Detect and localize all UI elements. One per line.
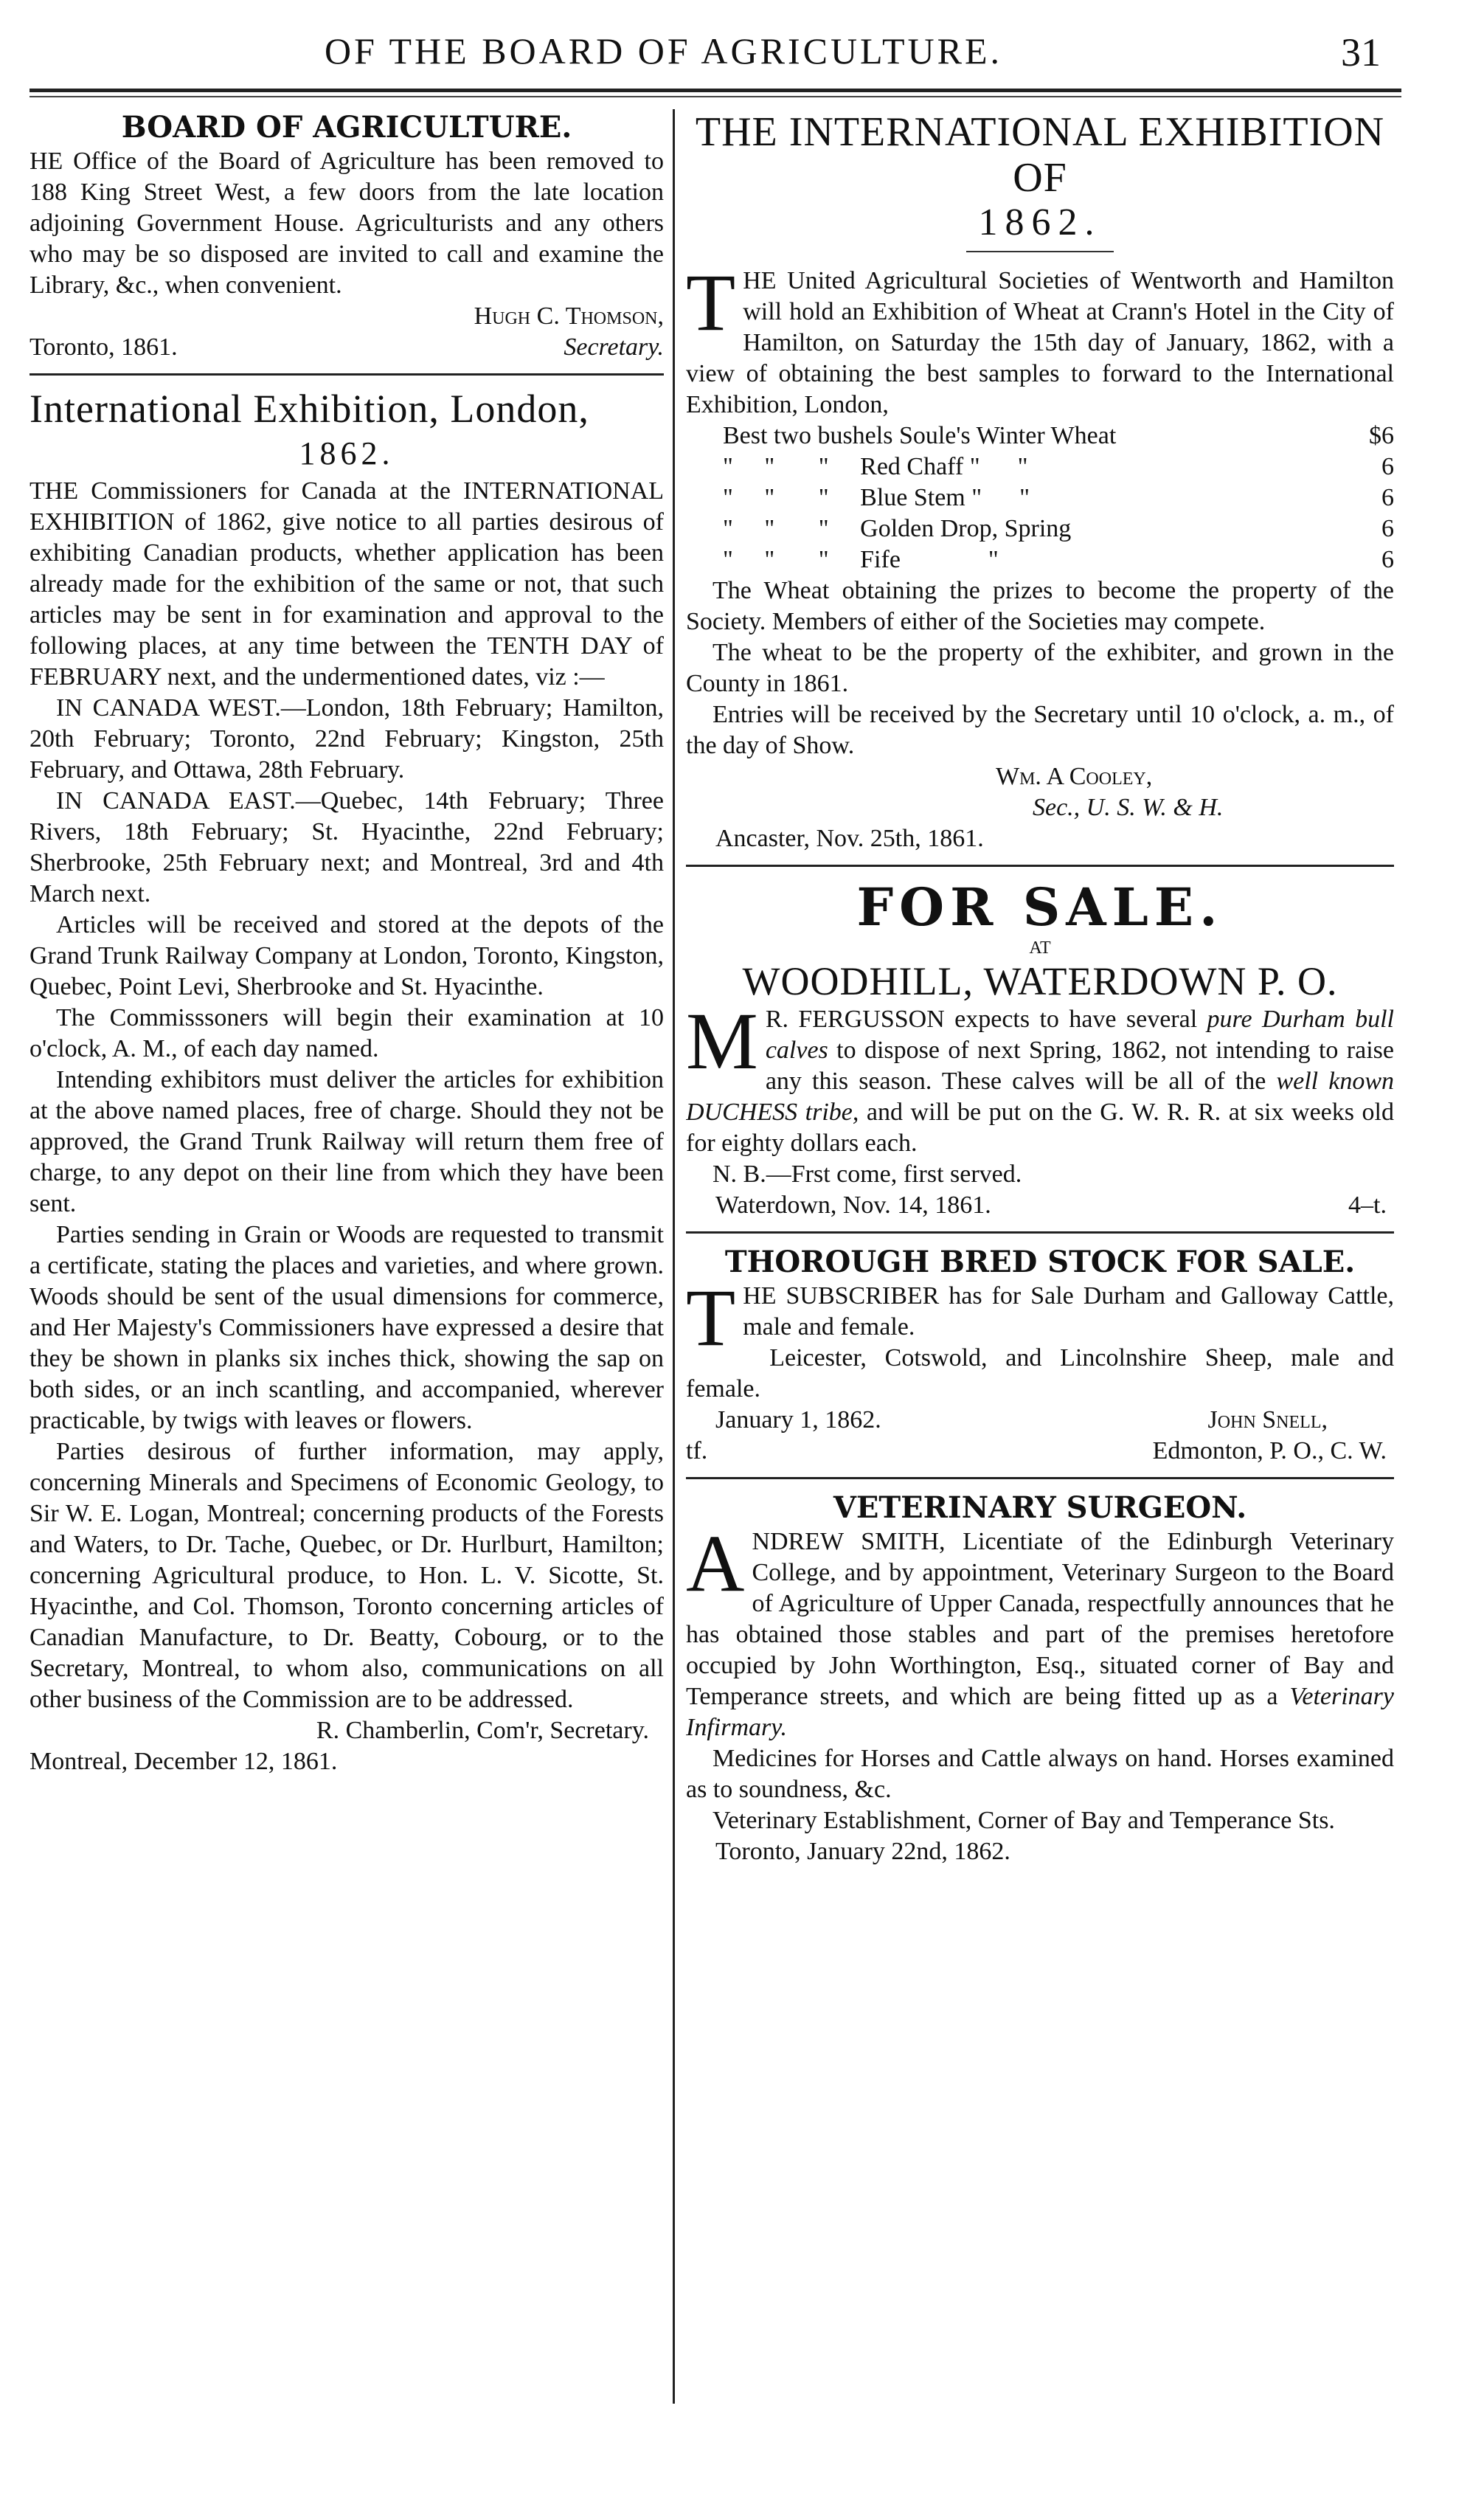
stock-dropcap: T [686,1273,736,1363]
wheat-prize-row: " " " Fife " 6 [723,546,1394,573]
london-exhibition-title: International Exhibition, London, [30,387,589,431]
exhibition-paragraph-depots: Articles will be received and stored at the depots of the Grand Trunk Railway Company at London, Toronto, Kingston, Quebec, Point Levi, Sherbrooke and St. Hyacinthe. [30,911,664,1000]
header-rule [30,89,1401,92]
board-notice-role: Secretary. [564,333,664,361]
short-rule [966,251,1114,252]
section-divider [686,865,1394,867]
board-notice-place-date: Toronto, 1861. [30,333,178,361]
veterinary-text-a: NDREW SMITH, Licentiate of the Edinburgh Veterinary College, and by appointment, Veterinary Surgeon to the Board of Agriculture of Upper Canada, respectfully announces that he has obtained those stables and part of the premises heretofore occupied by John Worthington, Esq., situated corner of Bay and Temperance streets, and which are being fitted up as a [686,1528,1394,1710]
wheat-prize-row: " " " Red Chaff " " 6 [723,453,1394,480]
for-sale-dateline [686,1190,1394,1221]
stock-dateline [686,1405,1394,1436]
for-sale-text-durham: pure Durham bull calves [765,1006,1394,1064]
veterinary-medicines: Medicines for Horses and Cattle always on hand. Horses examined as to soundness, &c. [686,1745,1394,1803]
london-exhibition-year: 1862. [299,435,395,471]
exhibition-paragraph-examination: The Commisssoners will begin their examination at 10 o'clock, A. M., of each day named. [30,1004,664,1062]
wheat-exhibition-intro: HE United Agricultural Societies of Wentworth and Hamilton will hold an Exhibition of Wheat at Crann's Hotel in the City of Hamilton, on Saturday the 15th day of January, 1862, with a view of obtaining the best samples to forward to the International Exhibition, London, [686,267,1394,418]
for-sale-title: FOR SALE. [856,876,1224,938]
left-column [30,109,671,2477]
stock-intro: HE SUBSCRIBER has for Sale Durham and Galloway Cattle, male and female. [743,1282,1394,1341]
veterinary-title: VETERINARY SURGEON. [833,1490,1247,1525]
wheat-exhibition-dropcap: T [686,257,736,347]
for-sale-code: 4–t. [1348,1192,1387,1219]
for-sale-dropcap: M [686,996,758,1086]
wheat-exhibition-notice [686,109,1394,854]
board-notice-title: BOARD OF AGRICULTURE. [121,110,572,145]
veterinary-dropcap: A [686,1518,745,1608]
veterinary-date: Toronto, January 22nd, 1862. [715,1838,1010,1865]
for-sale-text-e: and will be put on the G. W. R. R. at six weeks old for eighty dollars each. [686,1099,1394,1157]
wheat-exhibition-title: THE INTERNATIONAL EXHIBITION OF [695,109,1385,201]
for-sale-place: WOODHILL, WATERDOWN P. O. [742,959,1338,1003]
page-number: 31 [1341,30,1381,75]
wheat-prize-row: " " " Blue Stem " " 6 [723,484,1394,511]
board-notice-body: HE Office of the Board of Agriculture has been removed to 188 King Street West, a few doors from the late location adjoining Government House. Agriculturists and any others who may be so disposed are invited to call and examine the Library, &c., when convenient. [30,148,664,299]
wheat-exhibition-prizes: The Wheat obtaining the prizes to become the property of the Society. Members of either of the Societies may compete. [686,577,1394,635]
for-sale-nb: N. B.—Frst come, first served. [712,1161,1022,1188]
for-sale-notice [686,877,1394,1221]
exhibition-paragraph-intro: THE Commissioners for Canada at the INTERNATIONAL EXHIBITION of 1862, give notice to all parties desirous of exhibiting Canadian products, whether application has been already made for the exhibition of the same or not, that such articles may be sent in for examination and approval to the following places, at any time between the TENTH DAY of FEBRUARY next, and the undermentioned dates, viz :— [30,477,664,691]
stock-date: January 1, 1862. [715,1406,881,1433]
exhibition-date: Montreal, December 12, 1861. [30,1748,338,1775]
wheat-exhibition-grown: The wheat to be the property of the exhibiter, and grown in the County in 1861. [686,639,1394,697]
stock-notice [686,1244,1394,1467]
column-divider [673,109,675,2404]
veterinary-establishment: Veterinary Establishment, Corner of Bay and Temperance Sts. [712,1807,1335,1834]
section-divider [30,373,664,376]
london-exhibition-notice [30,386,664,1777]
wheat-exhibition-entries: Entries will be received by the Secretary until 10 o'clock, a. m., of the day of Show. [686,701,1394,759]
veterinary-text-infirmary: Veterinary Infirmary. [686,1683,1394,1741]
board-notice-signer: Hugh C. Thomson, [474,302,664,330]
veterinary-notice [686,1490,1394,1867]
for-sale-text-duchess: well known DUCHESS tribe, [686,1068,1394,1126]
exhibition-paragraph-information: Parties desirous of further information, may apply, concerning Minerals and Specimens of Economic Geology, to Sir W. E. Logan, Montreal; concerning products of the Forests and Waters, to Dr. Tache, Quebec, or Dr. Hurlburt, Hamilton; concerning Agricultural produce, to Hon. L. V. Sicotte, St. Hyacinthe, and Col. Thomson, Toronto concerning articles of Canadian Manufacture, to Dr. Beatty, Cobourg, or to the Secretary, Montreal, to whom also, communications on all other business of the Commission are to be addressed. [30,1438,664,1713]
wheat-exhibition-date: Ancaster, Nov. 25th, 1861. [715,825,984,852]
stock-footer [686,1436,1394,1467]
for-sale-text-c: to dispose of next Spring, 1862, not intending to raise any this season. These calves will be all of the [765,1037,1394,1095]
exhibition-signer: R. Chamberlin, Com'r, Secretary. [316,1717,649,1744]
header-rule-thin [30,96,1401,97]
wheat-exhibition-role: Sec., U. S. W. & H. [1033,794,1224,821]
right-column [686,109,1394,2477]
for-sale-date: Waterdown, Nov. 14, 1861. [715,1192,991,1219]
wheat-prize-row: Best two bushels Soule's Winter Wheat $6 [723,422,1394,449]
section-divider [686,1477,1394,1479]
wheat-exhibition-signer: Wm. A Cooley, [996,763,1153,790]
for-sale-text-a: R. FERGUSSON expects to have several [765,1006,1207,1033]
exhibition-paragraph-canada-west: IN CANADA WEST.—London, 18th February; Hamilton, 20th February; Toronto, 22nd February; Kingston, 25th February, and Ottawa, 28th February. [30,694,664,784]
section-divider [686,1231,1394,1234]
stock-place: Edmonton, P. O., C. W. [1152,1437,1387,1464]
board-notice-dateline [30,332,664,363]
stock-sheep: Leicester, Cotswold, and Lincolnshire Sheep, male and female. [686,1344,1394,1403]
stock-title: THOROUGH BRED STOCK FOR SALE. [724,1245,1356,1279]
wheat-prize-list [686,421,1394,575]
running-title: OF THE BOARD OF AGRICULTURE. [325,30,1003,72]
wheat-exhibition-year: 1862. [978,201,1102,243]
stock-code: tf. [686,1437,708,1464]
running-head [0,30,1484,81]
exhibition-paragraph-canada-east: IN CANADA EAST.—Quebec, 14th February; Three Rivers, 18th February; St. Hyacinthe, 22nd February; Sherbrooke, 25th February next; and Montreal, 3rd and 4th March next. [30,787,664,907]
for-sale-at: AT [1029,938,1051,958]
wheat-prize-row: " " " Golden Drop, Spring 6 [723,515,1394,542]
board-notice [30,109,664,363]
exhibition-paragraph-delivery: Intending exhibitors must deliver the articles for exhibition at the above named places, free of charge. Should they not be approved, the Grand Trunk Railway will return them free of charge, to any depot on their line from which they have been sent. [30,1066,664,1217]
exhibition-paragraph-grain-woods: Parties sending in Grain or Woods are requested to transmit a certificate, stating the places and varieties, and where grown. Woods should be sent of the usual dimensions for commerce, and Her Majesty's Commissioners have expressed a desire that they be shown in planks six inches thick, showing the sap on both sides, or an inch scantling, and accompanied, wherever practicable, by twigs with leaves or flowers. [30,1221,664,1434]
stock-signer: John Snell, [1207,1406,1328,1433]
